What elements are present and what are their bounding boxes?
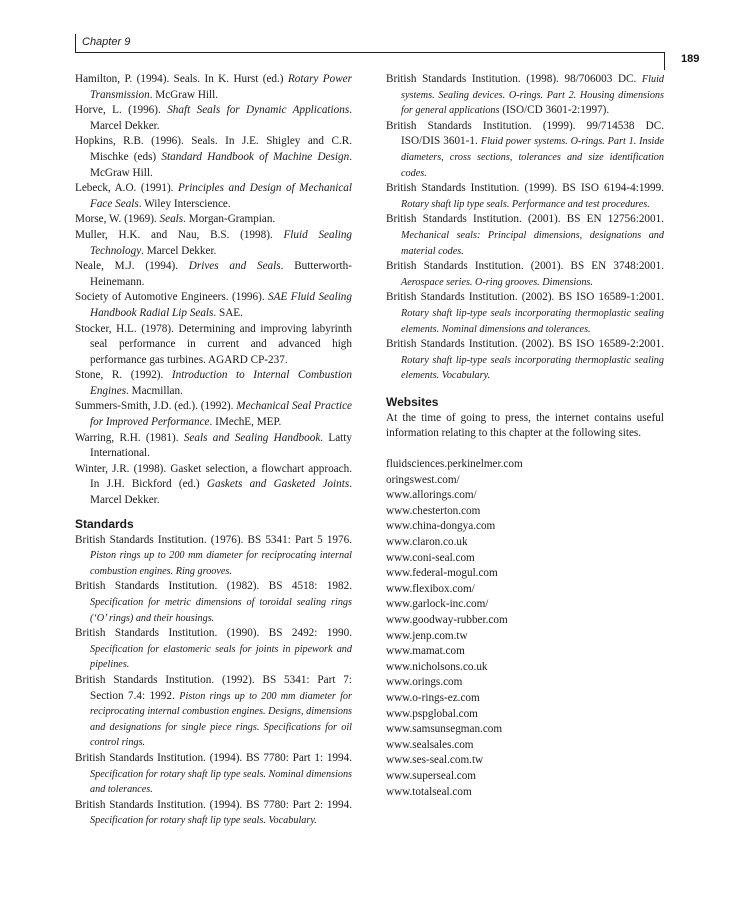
websites-list bbox=[386, 457, 664, 800]
reference-text: British Standards Institution. (1992). BS 5341: Part 7: Section 7.4: 1992. bbox=[75, 673, 352, 702]
reference-entry bbox=[386, 181, 664, 212]
reference-text: British Standards Institution. (2002). BS ISO 16589-1:2001. bbox=[386, 291, 664, 304]
reference-text: Neale, M.J. (1994). bbox=[75, 260, 189, 273]
reference-title: Piston rings up to 200 mm diameter for reciprocating internal combustion engines. Ring grooves. bbox=[90, 550, 352, 577]
reference-text: . McGraw Hill. bbox=[149, 88, 219, 101]
reference-title: Specification for elastomeric seals for joints in pipework and pipelines. bbox=[90, 643, 352, 671]
reference-title: Standard Handbook of Machine Design bbox=[161, 150, 350, 163]
reference-text: . Marcel Dekker. bbox=[90, 104, 352, 132]
website-link[interactable]: www.coni-seal.com bbox=[386, 551, 475, 564]
reference-title: Rotary shaft lip-type seals incorporating thermoplastic sealing elements. Vocabulary. bbox=[401, 354, 664, 382]
reference-entry bbox=[75, 431, 352, 462]
website-link[interactable]: oringswest.com/ bbox=[386, 473, 460, 486]
reference-entry bbox=[75, 368, 352, 399]
website-link[interactable]: www.samsunsegman.com bbox=[386, 723, 503, 736]
reference-title: Seals and Sealing Handbook bbox=[183, 431, 321, 444]
reference-text: Stone, R. (1992). bbox=[75, 369, 172, 382]
reference-text: . Wiley Interscience. bbox=[138, 197, 231, 210]
reference-text: British Standards Institution. (1976). BS 5341: Part 5 1976. bbox=[75, 533, 352, 546]
reference-entry bbox=[75, 533, 352, 580]
reference-entry bbox=[386, 212, 664, 259]
standards-list bbox=[75, 533, 352, 829]
reference-text: Hopkins, R.B. (1996). Seals. In J.E. Shigley and C.R. Mischke (eds) bbox=[75, 135, 352, 163]
reference-text: . Marcel Dekker. bbox=[90, 478, 352, 507]
reference-entry bbox=[75, 626, 352, 673]
reference-title: Principles and Design of Mechanical Face Seals bbox=[90, 182, 352, 210]
reference-text: . Latty International. bbox=[90, 431, 352, 460]
website-link[interactable]: www.pspglobal.com bbox=[386, 707, 478, 720]
reference-text: British Standards Institution. (1994). BS 7780: Part 2: 1994. bbox=[75, 798, 352, 811]
websites-heading: Websites bbox=[386, 394, 439, 409]
reference-title: Mechanical Seal Practice for Improved Performance bbox=[90, 400, 352, 429]
website-link[interactable]: www.china-dongya.com bbox=[386, 520, 496, 533]
reference-title: Seals bbox=[159, 213, 184, 226]
reference-entry bbox=[386, 119, 664, 181]
reference-title: Gaskets and Gasketed Joints bbox=[206, 478, 350, 491]
reference-text: . IMechE, MEP. bbox=[209, 416, 282, 429]
reference-title: Rotary shaft lip-type seals incorporating thermoplastic sealing elements. Nominal dimensions and tolerances. bbox=[401, 307, 664, 335]
reference-text: Winter, J.R. (1998). Gasket selection, a flowchart approach. In J.H. Bickford (ed.) bbox=[75, 462, 352, 491]
reference-title: Rotary Power Transmission bbox=[90, 73, 352, 101]
standards-heading: Standards bbox=[75, 516, 134, 531]
reference-title: Introduction to Internal Combustion Engines bbox=[90, 369, 352, 397]
reference-text: British Standards Institution. (1994). BS 7780: Part 1: 1994. bbox=[75, 751, 352, 764]
reference-text: . Macmillan. bbox=[126, 384, 183, 397]
reference-entry bbox=[386, 259, 664, 290]
website-link[interactable]: www.superseal.com bbox=[386, 769, 476, 782]
right-column bbox=[386, 72, 664, 800]
website-link[interactable]: www.mamat.com bbox=[386, 645, 465, 658]
reference-entry bbox=[75, 462, 352, 509]
reference-text: British Standards Institution. (2001). BS EN 3748:2001. bbox=[386, 260, 664, 273]
reference-text: Summers-Smith, J.D. (ed.). (1992). bbox=[75, 400, 237, 413]
reference-text: . Morgan-Grampian. bbox=[183, 213, 276, 226]
reference-text: Muller, H.K. and Nau, B.S. (1998). bbox=[75, 228, 284, 241]
website-link[interactable]: www.totalseal.com bbox=[386, 785, 472, 798]
reference-entry bbox=[386, 72, 664, 119]
reference-entry bbox=[75, 290, 352, 321]
reference-text: . Butterworth-Heinemann. bbox=[90, 260, 352, 288]
reference-text: British Standards Institution. (1999). 99/714538 DC. ISO/DIS 3601-1. bbox=[386, 119, 664, 148]
reference-entry bbox=[75, 579, 352, 626]
website-link[interactable]: www.chesterton.com bbox=[386, 504, 481, 517]
standards-list-continued bbox=[386, 72, 664, 384]
reference-title: Specification for rotary shaft lip type seals. Nominal dimensions and tolerances. bbox=[90, 768, 352, 796]
left-column bbox=[75, 72, 352, 829]
reference-entry bbox=[75, 103, 352, 134]
reference-list bbox=[75, 72, 352, 509]
reference-entry bbox=[75, 228, 352, 259]
header-rule-left bbox=[75, 34, 76, 53]
website-link[interactable]: www.federal-mogul.com bbox=[386, 567, 498, 580]
header-rule-right bbox=[664, 52, 665, 70]
website-link[interactable]: www.flexibox.com/ bbox=[386, 582, 475, 595]
reference-text: British Standards Institution. (2001). BS EN 12756:2001. bbox=[386, 213, 664, 226]
reference-title: Rotary shaft lip type seals. Performance and test procedures. bbox=[401, 198, 650, 210]
reference-text: British Standards Institution. (1990). BS 2492: 1990. bbox=[75, 627, 352, 640]
reference-text: (ISO/CD 3601-2:1997). bbox=[499, 104, 610, 117]
reference-text: British Standards Institution. (1998). 98/706003 DC. bbox=[386, 73, 642, 85]
reference-text: British Standards Institution. (2002). BS ISO 16589-2:2001. bbox=[386, 338, 664, 351]
reference-entry bbox=[75, 322, 352, 369]
website-link[interactable]: www.nicholsons.co.uk bbox=[386, 660, 488, 673]
website-link[interactable]: www.o-rings-ez.com bbox=[386, 691, 480, 704]
reference-entry bbox=[75, 673, 352, 751]
reference-title: SAE Fluid Sealing Handbook Radial Lip Seals bbox=[90, 291, 352, 319]
reference-entry bbox=[75, 798, 352, 829]
reference-text: . SAE. bbox=[213, 306, 243, 319]
reference-title: Fluid Sealing Technology bbox=[90, 228, 353, 257]
reference-title: Piston rings up to 200 mm diameter for reciprocating internal combustion engines. Designs, dimensions and designations for single piece rings. Specifications for oil control rings. bbox=[90, 690, 352, 749]
reference-title: Aerospace series. O-ring grooves. Dimensions. bbox=[401, 276, 593, 288]
reference-text: Morse, W. (1969). bbox=[75, 213, 160, 226]
website-link[interactable]: www.allorings.com/ bbox=[386, 489, 477, 502]
websites-intro: At the time of going to press, the internet contains useful information relating to this chapter at the following sites. bbox=[386, 411, 664, 440]
website-link[interactable]: www.claron.co.uk bbox=[386, 536, 468, 549]
website-link[interactable]: www.orings.com bbox=[386, 676, 463, 689]
website-link[interactable]: www.sealsales.com bbox=[386, 738, 474, 751]
reference-text: . McGraw Hill. bbox=[90, 150, 352, 179]
reference-text: . Marcel Dekker. bbox=[141, 244, 217, 257]
reference-text: Lebeck, A.O. (1991). bbox=[75, 182, 178, 195]
reference-title: Drives and Seals bbox=[188, 260, 281, 273]
website-link[interactable]: www.garlock-inc.com/ bbox=[386, 598, 489, 611]
chapter-label: Chapter 9 bbox=[82, 36, 131, 48]
website-link[interactable]: www.ses-seal.com.tw bbox=[386, 754, 484, 767]
reference-text: Hamilton, P. (1994). Seals. In K. Hurst (ed.) bbox=[75, 73, 288, 85]
reference-text: British Standards Institution. (1999). BS ISO 6194-4:1999. bbox=[386, 182, 664, 195]
reference-title: Mechanical seals: Principal dimensions, designations and material codes. bbox=[401, 229, 664, 257]
reference-entry bbox=[386, 290, 664, 337]
reference-title: Specification for metric dimensions of toroidal sealing rings (‘O’ rings) and their housings. bbox=[90, 597, 352, 624]
reference-entry bbox=[75, 399, 352, 430]
reference-entry bbox=[75, 134, 352, 181]
reference-text: Warring, R.H. (1981). bbox=[75, 431, 184, 444]
reference-text: Society of Automotive Engineers. (1996). bbox=[75, 291, 269, 304]
website-link[interactable]: www.jenp.com.tw bbox=[386, 629, 468, 642]
reference-text: British Standards Institution. (1982). BS 4518: 1982. bbox=[75, 580, 352, 593]
website-link[interactable]: fluidsciences.perkinelmer.com bbox=[386, 458, 523, 471]
website-link[interactable]: www.goodway-rubber.com bbox=[386, 614, 508, 626]
reference-title: Fluid power systems. O-rings. Part 1. Inside diameters, cross sections, tolerances and size identification codes. bbox=[401, 136, 664, 179]
reference-text: Horve, L. (1996). bbox=[75, 104, 168, 117]
reference-entry bbox=[75, 212, 352, 228]
reference-entry bbox=[75, 259, 352, 290]
reference-text: Stocker, H.L. (1978). Determining and improving labyrinth seal performance in current and advanced high performance gas turbines. AGARD CP-237. bbox=[75, 322, 352, 366]
reference-title: Fluid systems. Sealing devices. O-rings. Part 2. Housing dimensions for general applications bbox=[401, 74, 664, 117]
page-number: 189 bbox=[681, 53, 700, 65]
header-rule bbox=[75, 52, 665, 53]
reference-title: Shaft Seals for Dynamic Applications bbox=[167, 104, 350, 117]
reference-entry bbox=[75, 751, 352, 798]
reference-entry bbox=[75, 181, 352, 212]
reference-entry bbox=[75, 72, 352, 103]
reference-title: Specification for rotary shaft lip type seals. Vocabulary. bbox=[90, 815, 317, 827]
reference-entry bbox=[386, 337, 664, 384]
